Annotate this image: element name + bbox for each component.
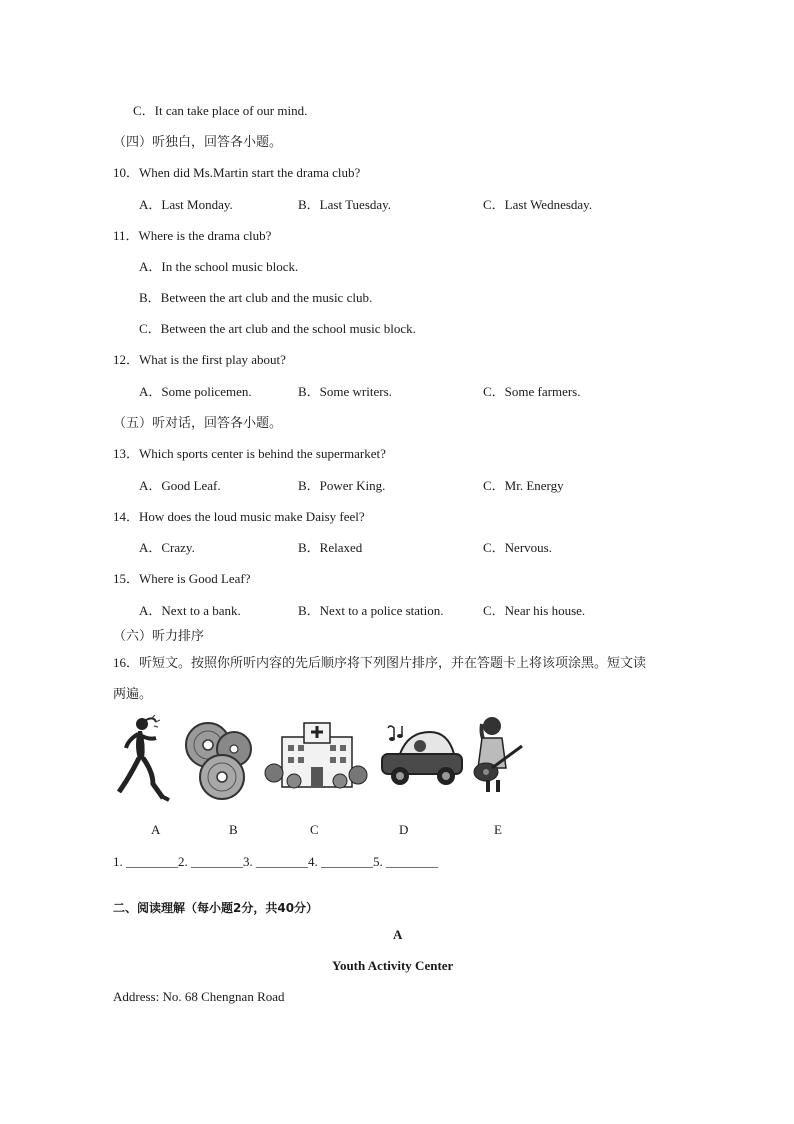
q14-question: 14．How does the loud music make Daisy feel? [113,509,365,524]
q16-instruction-line1: 16．听短文。按照你所听内容的先后顺序将下列图片排序，并在答题卡上将该项涂黑。短文读 [113,655,647,670]
passage-a-address: Address: No. 68 Chengnan Road [113,989,285,1004]
q15-option-c: C．Near his house. [483,603,586,618]
picture-label-c: C [310,822,319,837]
q16-answer-line: 1. ________2. ________3. ________4. ________5. ________ [113,854,438,869]
q12-question: 12．What is the first play about? [113,352,286,367]
q13-option-a: A．Good Leaf. [139,478,221,493]
car-music-icon [380,724,464,790]
q12-option-b: B．Some writers. [298,384,392,399]
picture-label-a: A [151,822,161,837]
q12-option-a: A．Some policemen. [139,384,252,399]
section4-heading: （四）听独白，回答各小题。 [113,134,283,149]
q14-option-b: B．Relaxed [298,540,363,555]
q13-question: 13．Which sports center is behind the supermarket? [113,446,386,461]
q10-option-b: B．Last Tuesday. [298,197,392,212]
q14-option-c: C．Nervous. [483,540,552,555]
passage-a-label: A [393,927,403,942]
picture-label-b: B [229,822,238,837]
q13-option-c: C．Mr. Energy [483,478,564,493]
q11-question: 11．Where is the drama club? [113,228,272,243]
q13-option-b: B．Power King. [298,478,386,493]
q10-option-c: C．Last Wednesday. [483,197,593,212]
q14-option-a: A．Crazy. [139,540,195,555]
cd-discs-icon [182,719,254,801]
running-woman-icon [116,714,176,806]
q15-option-a: A．Next to a bank. [139,603,241,618]
passage-a-title: Youth Activity Center [332,958,454,973]
q11-option-b: B．Between the art club and the music club. [139,290,373,305]
q12-option-c: C．Some farmers. [483,384,581,399]
q10-option-a: A．Last Monday. [139,197,233,212]
q9-option-c: C．It can take place of our mind. [133,103,308,118]
q11-option-c: C．Between the art club and the school music block. [139,321,416,336]
q11-option-a: A．In the school music block. [139,259,299,274]
section5-heading: （五）听对话，回答各小题。 [113,415,283,430]
q10-question: 10．When did Ms.Martin start the drama club? [113,165,361,180]
q16-instruction-line2: 两遍。 [113,686,153,701]
part2-heading: 二、阅读理解（每小题2分，共40分） [113,901,319,915]
q15-option-b: B．Next to a police station. [298,603,444,618]
q15-question: 15．Where is Good Leaf? [113,571,251,586]
section6-heading: （六）听力排序 [113,628,205,643]
guitar-player-icon [470,714,526,794]
hospital-building-icon [264,717,368,791]
picture-label-d: D [399,822,409,837]
picture-label-e: E [494,822,502,837]
